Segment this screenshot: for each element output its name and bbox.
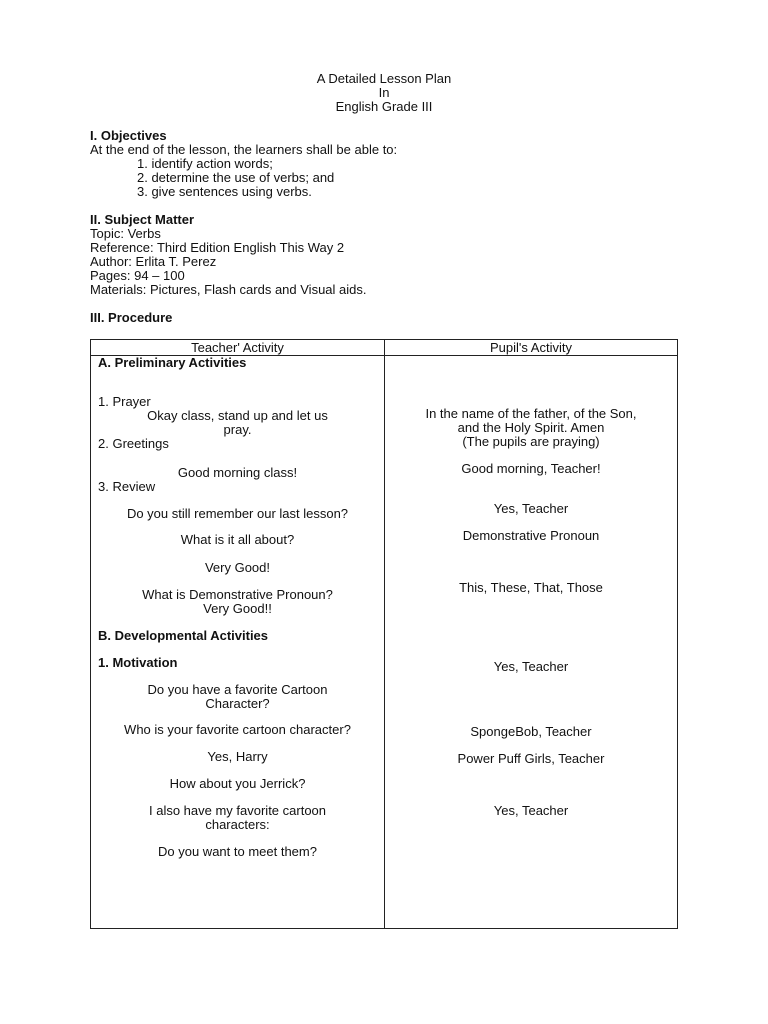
subject-reference: Reference: Third Edition English This Way 2 [90,240,345,255]
procedure-heading: III. Procedure [90,310,173,325]
document-title [0,72,768,114]
pupil-prayer-note: (The pupils are praying) [462,434,600,449]
pupil-response: Power Puff Girls, Teacher [457,751,605,766]
pupil-response: This, These, That, Those [459,580,603,595]
objectives-heading: I. Objectives [90,128,167,143]
pupil-response: Yes, Teacher [493,803,569,818]
prayer-label: 1. Prayer [98,394,151,409]
objective-item: 3. give sentences using verbs. [137,184,312,199]
motivation-question: Do you want to meet them? [158,844,317,859]
pupil-prayer-cont: and the Holy Spirit. Amen [457,420,605,435]
motivation-statement-cont: characters: [205,817,270,832]
teacher-greeting: Good morning class! [177,465,298,480]
subject-author: Author: Erlita T. Perez [90,254,217,269]
motivation-question-cont: Character? [205,696,270,711]
prayer-instruction: Okay class, stand up and let us [147,408,328,423]
motivation-question: Who is your favorite cartoon character? [124,722,351,737]
greetings-label: 2. Greetings [98,436,169,451]
title-line-3: English Grade III [335,99,433,114]
review-question: What is it all about? [180,532,295,547]
title-line-1: A Detailed Lesson Plan [316,71,452,86]
preliminary-activities-heading: A. Preliminary Activities [98,355,247,370]
title-line-2: In [378,85,390,100]
pupil-response: Yes, Teacher [493,501,569,516]
pupil-prayer: In the name of the father, of the Son, [425,406,637,421]
pupil-response: Demonstrative Pronoun [462,528,600,543]
subject-pages: Pages: 94 – 100 [90,268,185,283]
motivation-question: Do you have a favorite Cartoon [147,682,328,697]
pupil-response: SpongeBob, Teacher [470,724,592,739]
motivation-statement: I also have my favorite cartoon [148,803,327,818]
subject-topic: Topic: Verbs [90,226,161,241]
motivation-heading: 1. Motivation [98,655,178,670]
pupil-response: Yes, Teacher [493,659,569,674]
objective-item: 1. identify action words; [137,156,273,171]
teacher-praise: Very Good!! [203,601,272,616]
review-question: What is Demonstrative Pronoun? [142,587,333,602]
pupil-column-header: Pupil's Activity [490,340,572,355]
teacher-column-header: Teacher' Activity [191,340,284,355]
objective-item: 2. determine the use of verbs; and [137,170,335,185]
teacher-praise: Very Good! [204,560,271,575]
subject-matter-section [90,213,367,297]
review-question: Do you still remember our last lesson? [126,506,349,521]
motivation-question: How about you Jerrick? [169,776,306,791]
developmental-activities-heading: B. Developmental Activities [98,628,269,643]
procedure-table [90,339,678,929]
objectives-section [90,129,397,199]
objectives-intro: At the end of the lesson, the learners shall be able to: [90,142,398,157]
teacher-response: Yes, Harry [207,749,268,764]
subject-matter-heading: II. Subject Matter [90,212,195,227]
pupil-greeting: Good morning, Teacher! [461,461,601,476]
prayer-instruction-cont: pray. [223,422,252,437]
subject-materials: Materials: Pictures, Flash cards and Visual aids. [90,282,367,297]
review-label: 3. Review [98,479,156,494]
